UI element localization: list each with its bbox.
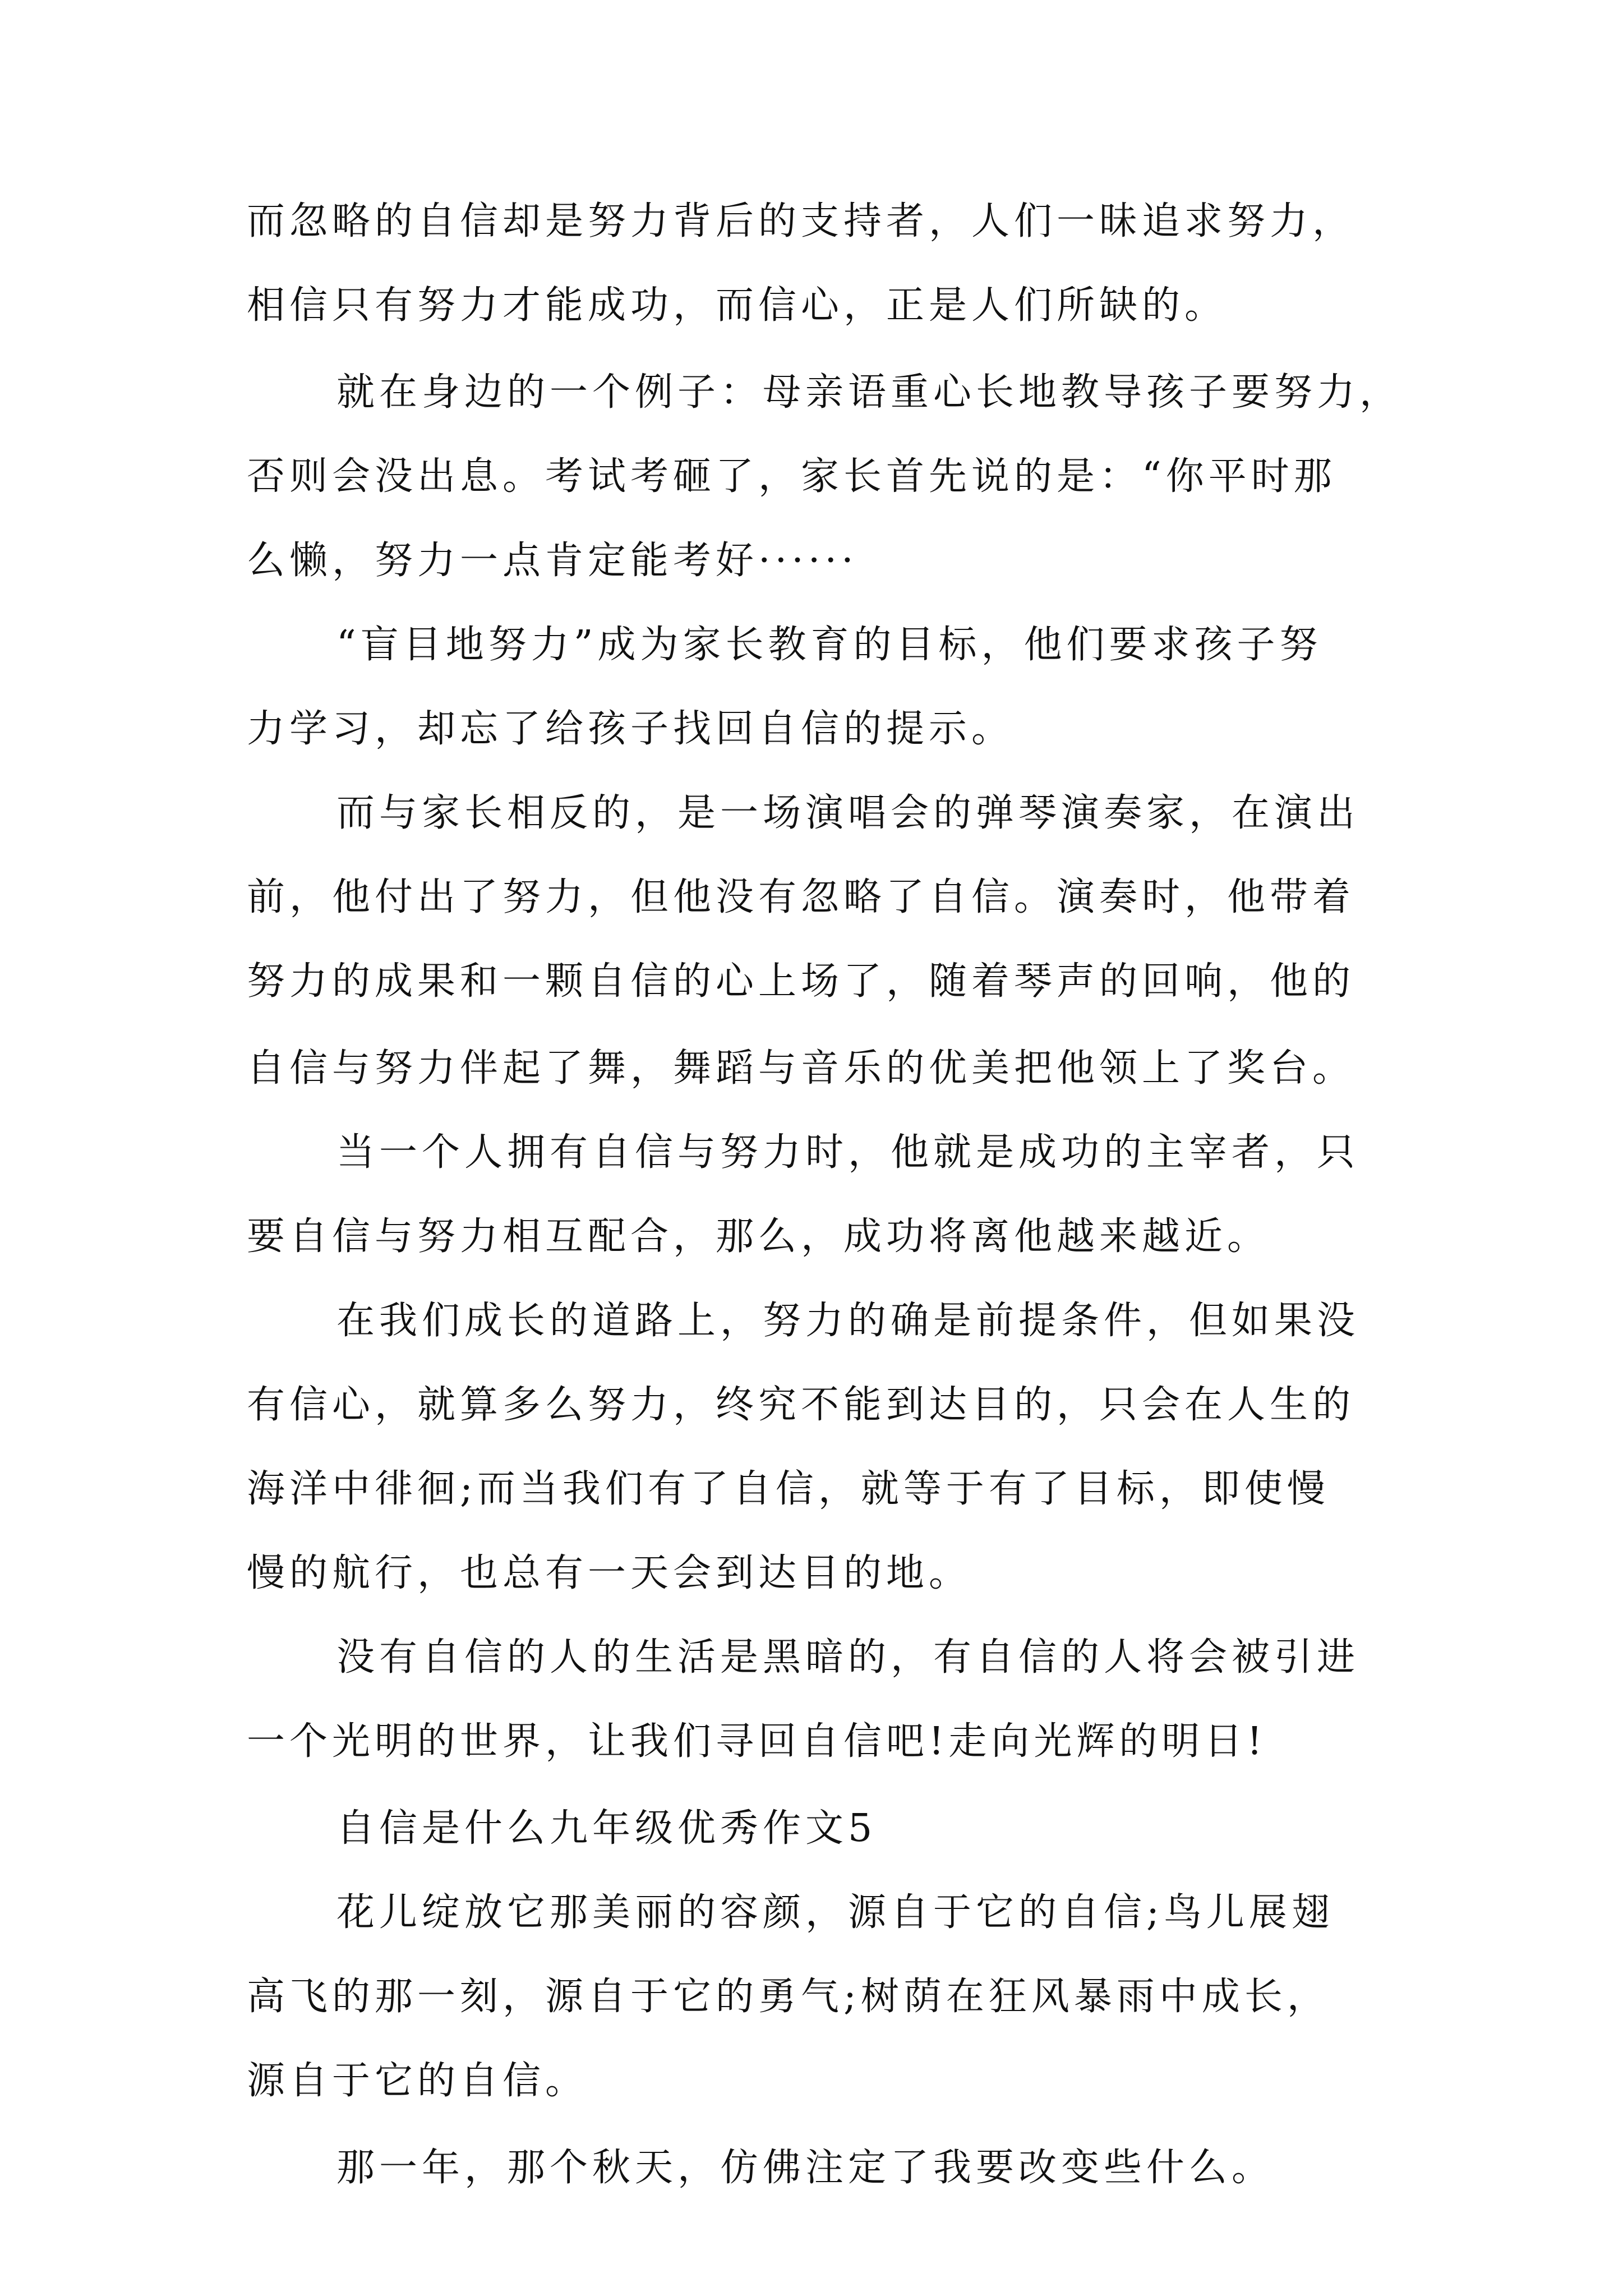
text-line: 没有自信的人的生活是黑暗的，有自信的人将会被引进 [336,1635,1360,1680]
text-line: 在我们成长的道路上，努力的确是前提条件，但如果没 [336,1299,1360,1343]
text-line: 力学习，却忘了给孩子找回自信的提示。 [247,707,1015,751]
text-line: 慢的航行，也总有一天会到达目的地。 [247,1551,972,1595]
text-line: 高飞的那一刻，源自于它的勇气;树荫在狂风暴雨中成长， [247,1975,1330,2019]
text-line: 前，他付出了努力，但他没有忽略了自信。演奏时，他带着 [247,875,1355,919]
section-heading: 自信是什么九年级优秀作文5 [336,1806,877,1851]
text-line: 那一年，那个秋天，仿佛注定了我要改变些什么。 [336,2146,1275,2190]
text-line: “盲目地努力”成为家长教育的目标，他们要求孩子努 [336,623,1322,667]
text-line: 么懒，努力一点肯定能考好······ [247,539,858,583]
text-line: 相信只有努力才能成功，而信心，正是人们所缺的。 [247,283,1228,328]
text-line: 源自于它的自信。 [247,2059,588,2103]
text-line: 自信与努力伴起了舞，舞蹈与音乐的优美把他领上了奖台。 [247,1046,1355,1091]
text-line: 有信心，就算多么努力，终究不能到达目的，只会在人生的 [247,1383,1355,1427]
text-line: 而忽略的自信却是努力背后的支持者，人们一昧追求努力， [247,199,1355,243]
text-line: 花儿绽放它那美丽的容颜，源自于它的自信;鸟儿展翅 [336,1890,1334,1935]
text-line: 当一个人拥有自信与努力时，他就是成功的主宰者，只 [336,1130,1360,1175]
text-line: 海洋中徘徊;而当我们有了自信，就等于有了目标，即使慢 [247,1467,1330,1511]
text-line: 而与家长相反的，是一场演唱会的弹琴演奏家，在演出 [336,791,1360,835]
text-line: 要自信与努力相互配合，那么，成功将离他越来越近。 [247,1214,1270,1259]
text-line: 一个光明的世界，让我们寻回自信吧!走向光辉的明日! [247,1719,1267,1764]
text-line: 努力的成果和一颗自信的心上场了，随着琴声的回响，他的 [247,959,1355,1004]
text-line: 就在身边的一个例子：母亲语重心长地教导孩子要努力， [336,370,1403,415]
text-line: 否则会没出息。考试考砸了，家长首先说的是：“你平时那 [247,454,1336,499]
